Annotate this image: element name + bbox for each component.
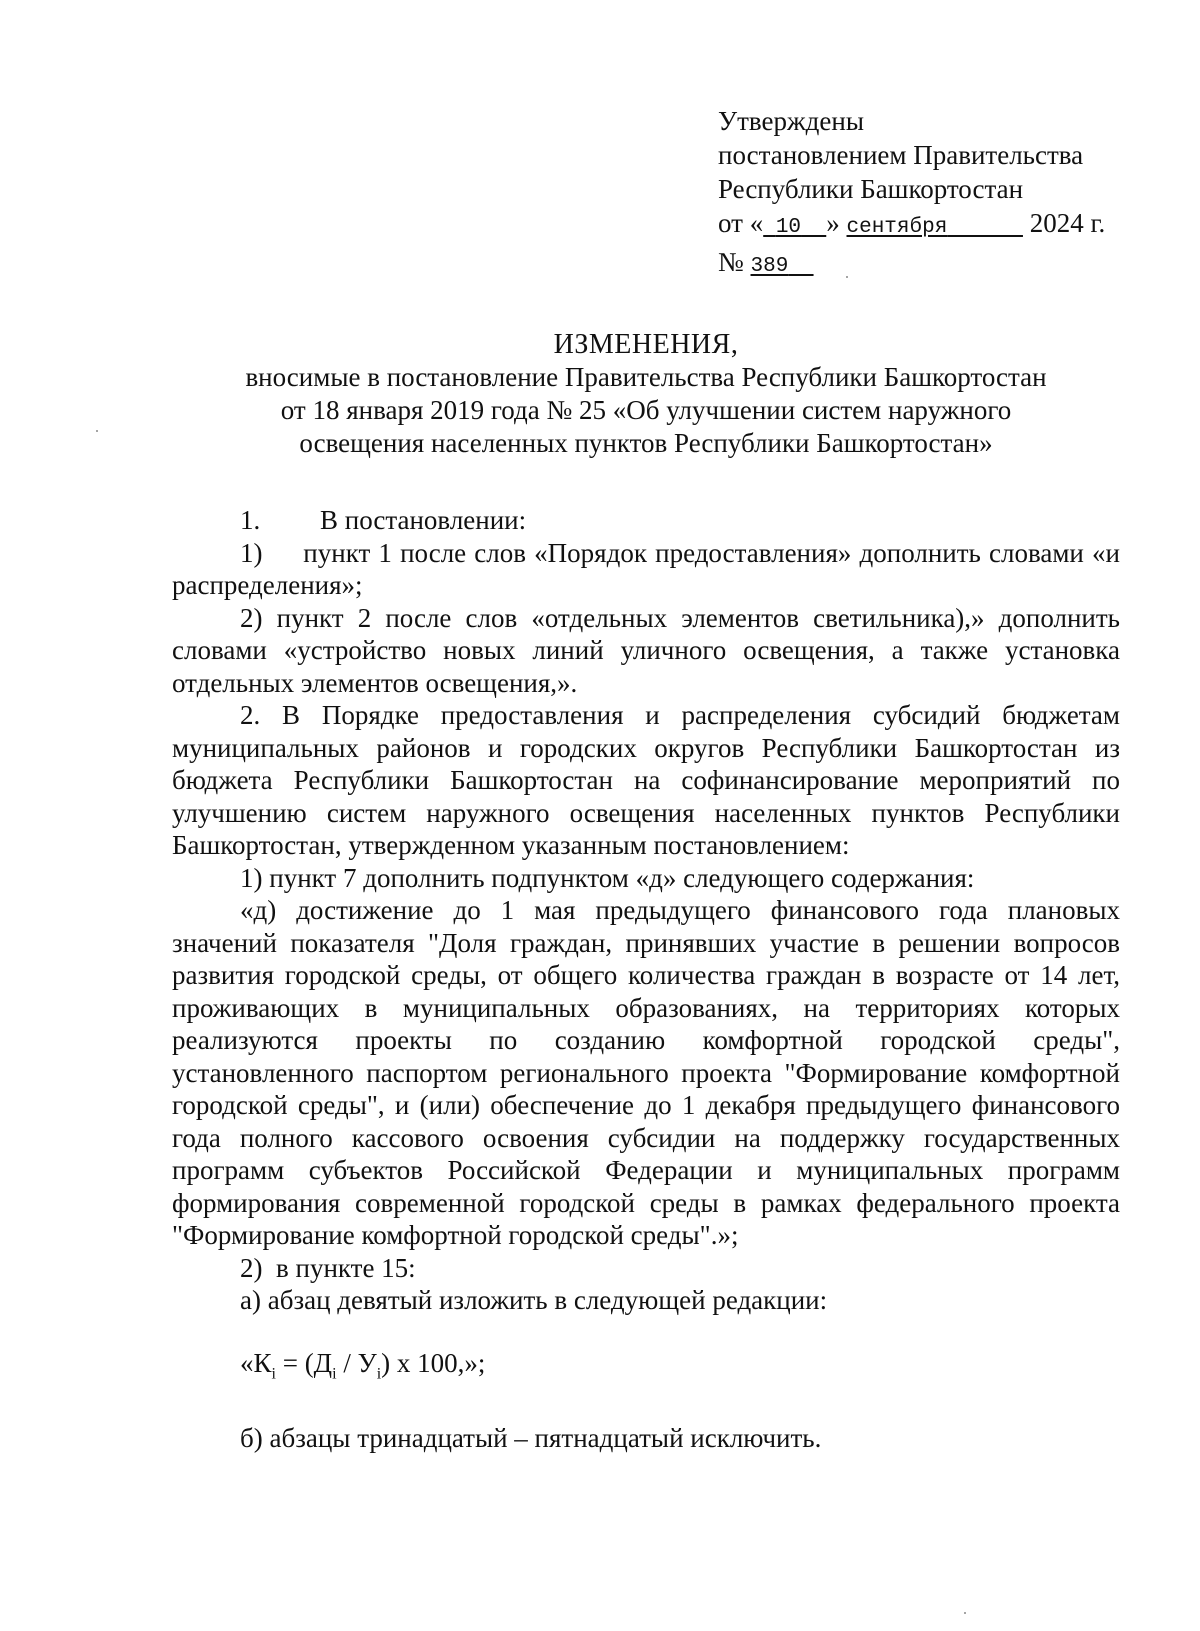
approval-stamp-block — [718, 104, 1105, 284]
date-day: 10 — [775, 216, 802, 239]
paragraph-8: б) абзацы тринадцатый – пятнадцатый исключить. — [240, 1423, 822, 1454]
approval-number-line — [718, 245, 1105, 284]
approval-line-2: постановлением Правительства — [718, 140, 1084, 170]
paragraph-2: 2) пункт 2 после слов «отдельных элементов светильника),» дополнить словами «устройство новых линий уличного освещения, а также установка отдельных элементов освещения,». — [172, 602, 1120, 698]
item-1-text: В постановлении: — [320, 505, 527, 535]
approval-date-line — [718, 206, 1105, 245]
paragraph-3: 2. В Порядке предоставления и распределения субсидий бюджетам муниципальных районов и городских округов Республики Башкортостан из бюджета Республики Башкортостан на софинансирование мероприятий по улучшению систем наружного освещения населенных пунктов Республики Башкортостан, утвержденном указанным постановлением: — [172, 700, 1120, 860]
document-body — [172, 504, 1127, 1455]
heading-line-1: вносимые в постановление Правительства Республики Башкортостан — [245, 362, 1047, 392]
formula: «$К_i = (Д_i / У_i)$ х 100,»; — [240, 1347, 486, 1382]
heading-line-2: от 18 января 2019 года № 25 «Об улучшении систем наружного — [280, 395, 1012, 425]
document-heading — [172, 328, 1120, 460]
scan-speck — [964, 1612, 966, 1614]
scan-speck — [846, 276, 848, 278]
number-prefix: № — [718, 247, 744, 277]
date-year: 2024 г. — [1029, 208, 1106, 238]
paragraph-1: 1) пункт 1 после слов «Порядок предоставления» дополнить словами «и распределения»; — [172, 537, 1127, 600]
paragraph-6: 2) в пункте 15: — [240, 1252, 416, 1283]
item-1 — [172, 504, 1120, 537]
paragraph-7: а) абзац девятый изложить в следующей редакции: — [240, 1285, 828, 1315]
approval-line-3: Республики Башкортостан — [718, 174, 1024, 204]
paragraph-5: «д) достижение до 1 мая предыдущего финансового года плановых значений показателя "Доля граждан, принявших участие в решении вопросов развития городской среды, от общего количества граждан в возрасте от 14 лет, проживающих в муниципальных образованиях, на территориях которых реализуются проекты по созданию комфортной городской среды", установленного паспортом регионального проекта "Формирование комфортной городской среды", и (или) обеспечение до 1 декабря предыдущего финансового года полного кассового освоения субсидии на поддержку государственных программ субъектов Российской Федерации и муниципальных программ формирования современной городской среды в рамках федерального проекта "Формирование комфортной городской среды".»; — [172, 895, 1120, 1250]
document-number: 389 — [750, 255, 789, 278]
heading-line-3: освещения населенных пунктов Республики Башкортостан» — [299, 428, 993, 458]
paragraph-4: 1) пункт 7 дополнить подпунктом «д» следующего содержания: — [240, 862, 975, 893]
approval-line-1: Утверждены — [718, 106, 864, 136]
scan-speck — [96, 430, 98, 432]
item-1-number: 1. — [240, 505, 261, 535]
date-prefix: от « — [718, 208, 764, 238]
document-title: ИЗМЕНЕНИЯ, — [553, 329, 739, 360]
date-mid: » — [826, 208, 840, 238]
date-month: сентября — [846, 216, 948, 239]
